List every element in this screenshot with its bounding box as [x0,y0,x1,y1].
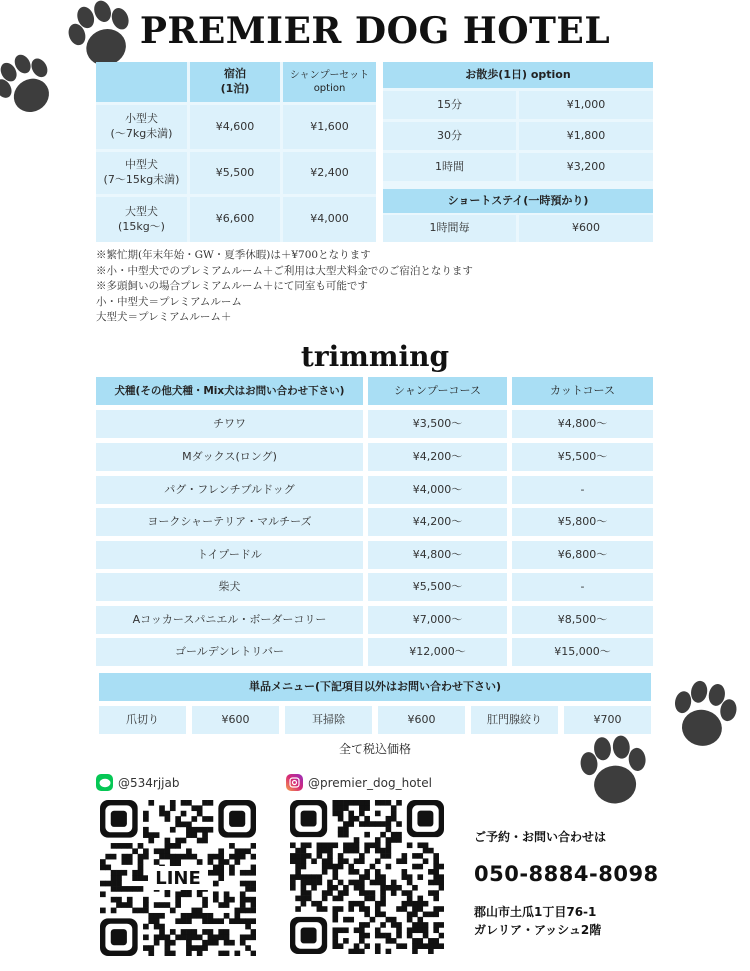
trim-breed: トイプードル [96,541,363,569]
trim-shampoo-price: ¥4,000〜 [368,476,507,504]
trim-breed: 柴犬 [96,573,363,601]
note-line: ※小・中型犬でのプレミアムルーム＋ご利用は大型犬料金でのご宿泊となります [96,264,473,277]
trim-cut-price: ¥5,500〜 [512,443,653,471]
trim-shampoo-price: ¥7,000〜 [368,606,507,634]
contact-label: ご予約・お問い合わせは [474,830,607,844]
walk-price: ¥1,000 [519,91,653,119]
hotel-header-blank [96,62,187,102]
short-stay-unit: 1時間毎 [383,215,516,242]
single-item-price: ¥600 [378,706,465,734]
note-line: ※繁忙期(年末年始・GW・夏季休暇)は＋¥700となります [96,249,371,261]
walk-price: ¥1,800 [519,122,653,150]
note-line: 大型犬＝プレミアムルーム＋ [96,311,232,323]
single-item-price: ¥700 [564,706,651,734]
single-menu-header: 単品メニュー(下記項目以外はお問い合わせ下さい) [99,673,651,701]
single-item-name: 耳掃除 [285,706,372,734]
address-line-1: 郡山市土瓜1丁目76-1 [474,905,597,919]
instagram-icon [286,774,303,791]
instagram-account[interactable] [286,774,432,791]
trim-breed: ヨークシャーテリア・マルチーズ [96,508,363,536]
trim-breed: Aコッカースパニエル・ボーダーコリー [96,606,363,634]
trim-breed: パグ・フレンチブルドッグ [96,476,363,504]
walk-header: お散歩(1日) option [383,62,653,88]
hotel-stay-small: ¥4,600 [190,105,280,149]
trim-breed: チワワ [96,410,363,438]
short-stay-price: ¥600 [519,215,653,242]
note-line: 小・中型犬＝プレミアムルーム [96,295,242,308]
page-title: PREMIER DOG HOTEL [139,10,611,52]
trim-shampoo-price: ¥4,800〜 [368,541,507,569]
trim-cut-price: ¥6,800〜 [512,541,653,569]
single-item-name: 爪切り [99,706,186,734]
trim-col-cut: カットコース [512,377,653,405]
trim-cut-price: - [512,476,653,504]
hotel-col-stay: 宿泊 (1泊) [190,62,280,102]
trim-col-shampoo: シャンプーコース [368,377,507,405]
trim-shampoo-price: ¥12,000〜 [368,638,507,666]
trim-shampoo-price: ¥4,200〜 [368,508,507,536]
hotel-size-medium: 中型犬 (7〜15kg未満) [96,152,187,194]
line-qr-label: LINE [148,866,208,890]
line-qr-code[interactable] [100,800,256,956]
tax-note: 全て税込価格 [338,742,411,756]
hotel-stay-large: ¥6,600 [190,197,280,242]
hotel-size-large: 大型犬 (15kg〜) [96,197,187,242]
short-stay-header: ショートステイ(一時預かり) [383,189,653,213]
walk-time: 1時間 [383,153,516,181]
trim-breed: ゴールデンレトリバー [96,638,363,666]
trim-breed: Mダックス(ロング) [96,443,363,471]
trim-cut-price: ¥5,800〜 [512,508,653,536]
single-item-price: ¥600 [192,706,279,734]
walk-time: 15分 [383,91,516,119]
trim-cut-price: ¥4,800〜 [512,410,653,438]
trim-shampoo-price: ¥4,200〜 [368,443,507,471]
trim-shampoo-price: ¥5,500〜 [368,573,507,601]
single-item-name: 肛門腺絞り [471,706,558,734]
trim-cut-price: ¥8,500〜 [512,606,653,634]
hotel-stay-medium: ¥5,500 [190,152,280,194]
walk-price: ¥3,200 [519,153,653,181]
phone-number[interactable]: 050-8884-8098 [474,862,659,886]
line-icon [96,774,113,791]
instagram-id: @premier_dog_hotel [308,775,432,790]
trim-cut-price: ¥15,000〜 [512,638,653,666]
notes [96,248,473,326]
hotel-shampoo-large: ¥4,000 [283,197,376,242]
hotel-shampoo-small: ¥1,600 [283,105,376,149]
trimming-title: trimming [300,340,450,373]
instagram-qr-code[interactable] [290,800,444,954]
line-id: @534rjjab [118,775,180,790]
trim-cut-price: - [512,573,653,601]
hotel-shampoo-medium: ¥2,400 [283,152,376,194]
trim-col-breed: 犬種(その他犬種・Mix犬はお問い合わせ下さい) [96,377,363,405]
address-line-2: ガレリア・アッシュ2階 [474,923,602,937]
hotel-size-small: 小型犬 (〜7kg未満) [96,105,187,149]
hotel-col-shampoo: シャンプーセット option [283,62,376,102]
walk-time: 30分 [383,122,516,150]
line-account[interactable] [96,774,179,791]
note-line: ※多頭飼いの場合プレミアムルーム＋にて同室も可能です [96,280,368,292]
trim-shampoo-price: ¥3,500〜 [368,410,507,438]
